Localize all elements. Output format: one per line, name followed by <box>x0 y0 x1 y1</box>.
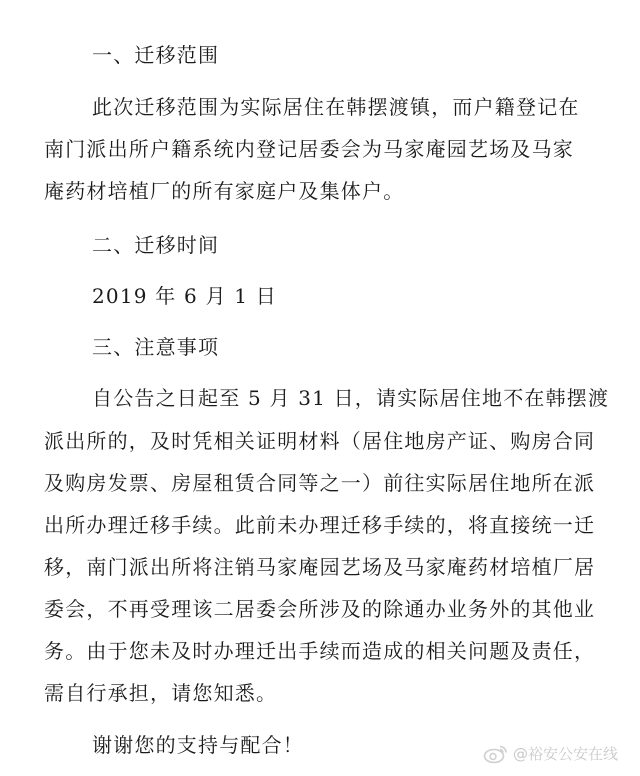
paragraph-line: 出所办理迁移手续。此前未办理迁移手续的，将直接统一迁 <box>44 513 596 537</box>
weibo-watermark <box>483 743 618 764</box>
paragraph-line: 务。由于您未及时办理迁出手续而造成的相关问题及责任， <box>44 639 596 663</box>
closing-thanks: 谢谢您的支持与配合！ <box>92 733 304 757</box>
section-heading-notes: 三、注意事项 <box>92 335 220 359</box>
paragraph-line: 庵药材培植厂的所有家庭户及集体户。 <box>44 179 405 203</box>
weibo-icon <box>483 744 509 764</box>
section-heading-scope: 一、迁移范围 <box>92 43 220 67</box>
paragraph-line: 委会，不再受理该二居委会所涉及的除通办业务外的其他业 <box>44 597 596 621</box>
migration-date: 2019 年 6 月 1 日 <box>92 284 277 308</box>
paragraph-line: 自公告之日起至 5 月 31 日，请实际居住地不在韩摆渡 <box>92 386 610 410</box>
paragraph-line: 需自行承担，请您知悉。 <box>44 681 278 705</box>
paragraph-line: 派出所的，及时凭相关证明材料（居住地房产证、购房合同 <box>44 429 596 453</box>
paragraph-line: 此次迁移范围为实际居住在韩摆渡镇，而户籍登记在 <box>92 95 580 119</box>
paragraph-line: 移，南门派出所将注销马家庵园艺场及马家庵药材培植厂居 <box>44 555 596 579</box>
watermark-text: @裕安公安在线 <box>512 745 618 763</box>
paragraph-line: 及购房发票、房屋租赁合同等之一）前往实际居住地所在派 <box>44 471 596 495</box>
paragraph-line: 南门派出所户籍系统内登记居委会为马家庵园艺场及马家 <box>44 137 574 161</box>
section-heading-time: 二、迁移时间 <box>92 233 220 257</box>
